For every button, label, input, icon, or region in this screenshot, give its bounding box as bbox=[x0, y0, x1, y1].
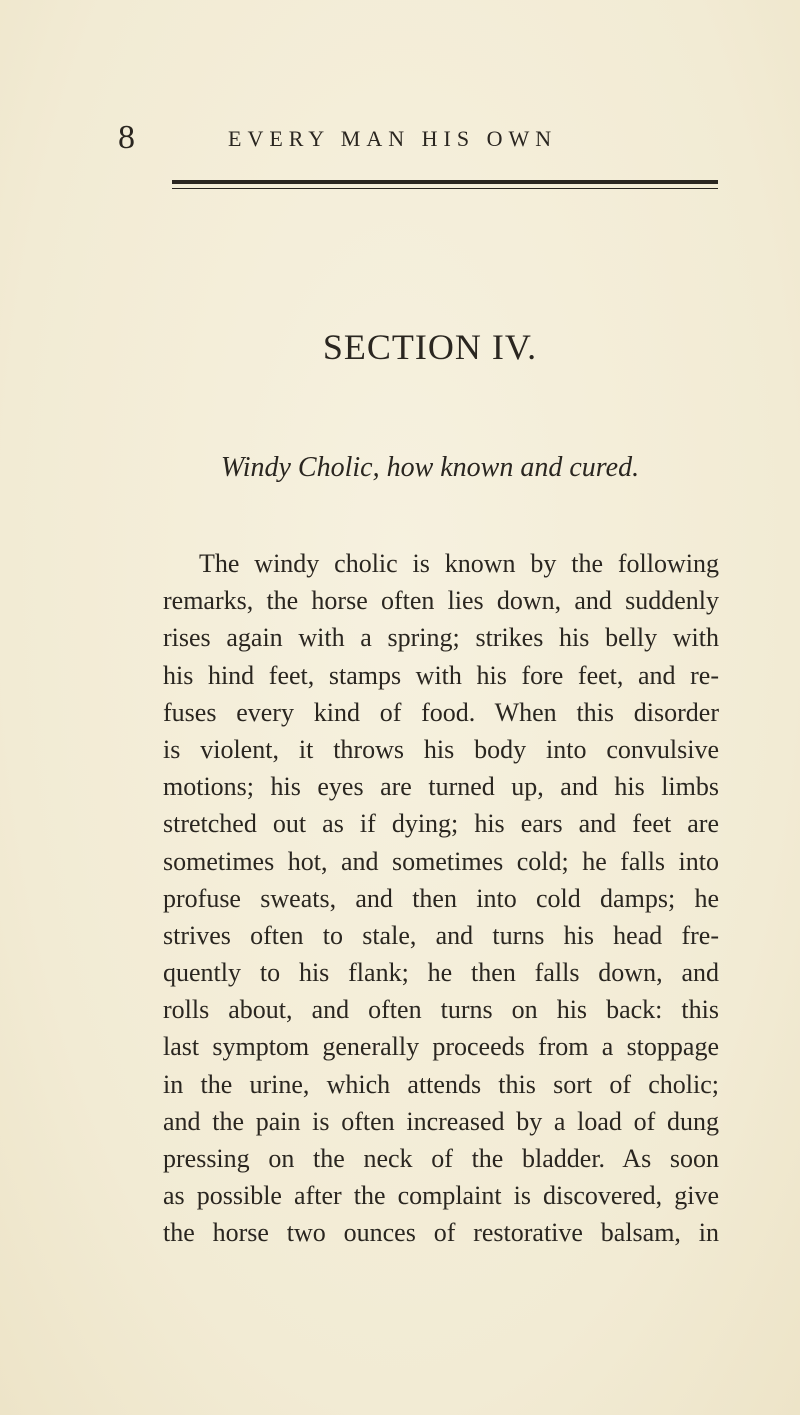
text-line: strives often to stale, and turns his head fre- bbox=[163, 920, 719, 950]
text-line: last symptom generally proceeds from a stoppage bbox=[163, 1032, 719, 1062]
text-line: The windy cholic is known by the following bbox=[199, 549, 719, 578]
page-number: 8 bbox=[118, 119, 135, 156]
text-line: pressing on the neck of the bladder. As soon bbox=[163, 1144, 719, 1173]
text-line: the horse two ounces of restorative balsam, in bbox=[163, 1218, 719, 1248]
text-line: quently to his flank; he then falls down, and bbox=[163, 958, 719, 988]
text-line: and the pain is often increased by a load of dung bbox=[163, 1106, 719, 1136]
text-line: fuses every kind of food. When this disorder bbox=[163, 697, 719, 727]
page-header bbox=[0, 118, 800, 158]
text-line: his hind feet, stamps with his fore feet, and re- bbox=[163, 660, 719, 690]
text-line: rolls about, and often turns on his back: this bbox=[163, 995, 719, 1025]
section-title: SECTION IV. bbox=[322, 327, 538, 367]
text-line: sometimes hot, and sometimes cold; he falls into bbox=[163, 846, 719, 876]
running-title: EVERY MAN HIS OWN bbox=[228, 126, 558, 151]
section-subtitle: Windy Cholic, how known and cured. bbox=[220, 452, 640, 483]
header-rule-thin bbox=[172, 188, 718, 189]
text-line: is violent, it throws his body into convulsive bbox=[163, 734, 719, 764]
text-line: rises again with a spring; strikes his belly with bbox=[163, 623, 719, 653]
header-rule-thick bbox=[172, 180, 718, 184]
text-line: remarks, the horse often lies down, and suddenly bbox=[163, 586, 719, 616]
text-line: stretched out as if dying; his ears and feet are bbox=[163, 809, 719, 839]
text-line: in the urine, which attends this sort of cholic; bbox=[163, 1069, 719, 1099]
text-line: motions; his eyes are turned up, and his limbs bbox=[163, 772, 719, 802]
body-text bbox=[163, 545, 719, 1252]
text-line: profuse sweats, and then into cold damps; he bbox=[163, 883, 719, 913]
text-line: as possible after the complaint is discovered, give bbox=[163, 1181, 719, 1211]
